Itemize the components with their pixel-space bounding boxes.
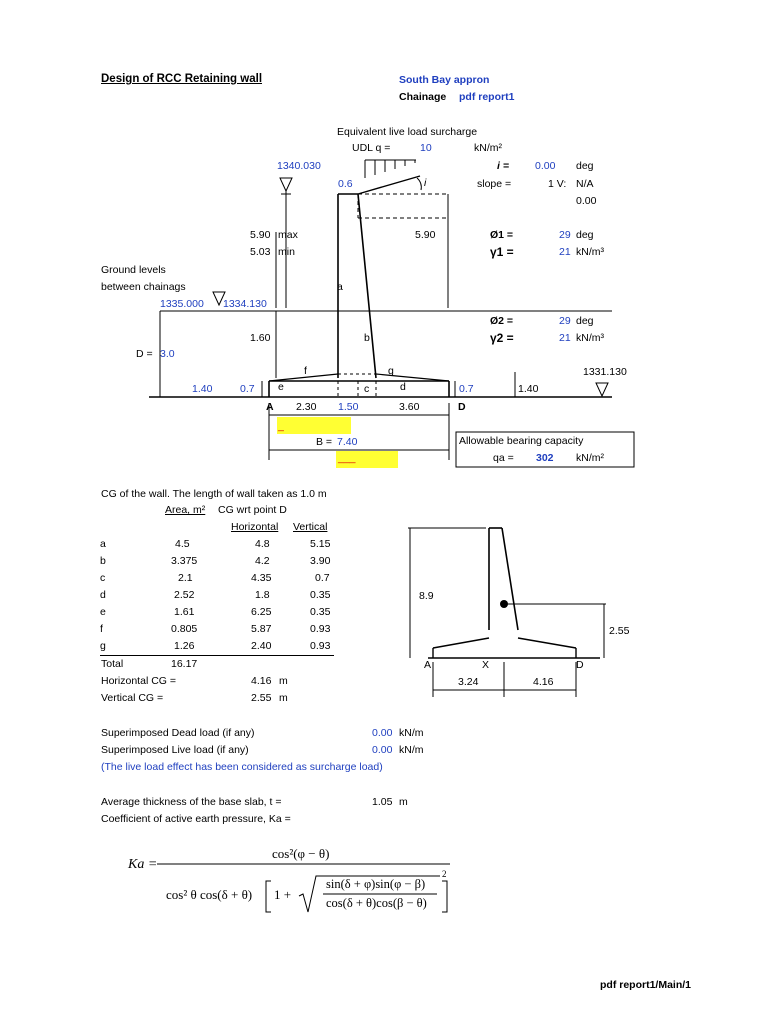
small-point-d: D [576, 659, 584, 671]
angle-i-symbol: i [424, 177, 427, 189]
min-label: min [278, 246, 295, 258]
small-point-a: A [424, 659, 432, 671]
label-c: c [364, 383, 370, 395]
slab-thickness-label: Average thickness of the base slab, t = [101, 796, 282, 808]
row-h: 4.2 [255, 555, 270, 567]
label-f: f [304, 365, 307, 377]
formula-inner-den: cos(δ + θ)cos(β − θ) [326, 896, 427, 910]
project-name: South Bay appron [399, 74, 490, 86]
row-h: 4.8 [255, 538, 270, 550]
right-level: 1331.130 [583, 366, 627, 378]
load-note: (The live load effect has been considered as surcharge load) [101, 761, 383, 773]
row-label: a [100, 538, 106, 550]
gamma2-unit: kN/m³ [576, 332, 604, 344]
i-value: 0.00 [535, 160, 556, 172]
hcg-value: 4.16 [251, 675, 272, 687]
table-row [100, 589, 360, 605]
row-h: 6.25 [251, 606, 272, 618]
height-max: 5.90 [250, 229, 271, 241]
live-load-label: Superimposed Live load (if any) [101, 744, 249, 756]
label-a: a [337, 281, 343, 293]
table-row [100, 538, 360, 554]
row-label: f [100, 623, 103, 635]
formula-inner-num: sin(δ + φ)sin(φ − β) [326, 877, 426, 891]
row-area: 1.26 [174, 640, 195, 652]
dead-load-label: Superimposed Dead load (if any) [101, 727, 255, 739]
chainage-value: pdf report1 [459, 91, 515, 103]
i-label: i = [497, 160, 509, 172]
row-v: 0.93 [310, 623, 331, 635]
dim-heel: 2.30 [296, 401, 317, 413]
gl-left-2: 1334.130 [223, 298, 267, 310]
cg-point-icon [500, 600, 508, 608]
udl-value: 10 [420, 142, 432, 154]
total-divider [100, 655, 334, 656]
height-right: 5.90 [415, 229, 436, 241]
row-label: b [100, 555, 106, 567]
row-area: 2.52 [174, 589, 195, 601]
right-depth: 1.40 [518, 383, 539, 395]
slab-thickness-unit: m [399, 796, 408, 808]
row-h: 1.8 [255, 589, 270, 601]
slope-label: slope = [477, 178, 512, 190]
total-area: 16.17 [171, 658, 198, 670]
udl-label: UDL q = [352, 142, 391, 154]
surcharge-title: Equivalent live load surcharge [337, 126, 478, 138]
hcg-label: Horizontal CG = [101, 675, 176, 687]
small-dim-left: 3.24 [458, 676, 479, 688]
row-label: c [100, 572, 106, 584]
row-v: 0.7 [315, 572, 330, 584]
row-area: 0.805 [171, 623, 198, 635]
qa-value: 302 [536, 452, 554, 464]
row-area: 3.375 [171, 555, 198, 567]
small-height: 8.9 [419, 590, 434, 602]
phi2-value: 29 [559, 315, 571, 327]
level-marker-icon [280, 178, 292, 191]
phi2-unit: deg [576, 315, 594, 327]
point-a: A [266, 401, 274, 413]
slope-value: 1 V: [548, 178, 567, 190]
bearing-title: Allowable bearing capacity [459, 435, 584, 447]
label-e: e [278, 381, 284, 393]
col-vertical: Vertical [293, 521, 328, 533]
row-area: 1.61 [174, 606, 195, 618]
table-row [100, 640, 360, 656]
col-cg: CG wrt point D [218, 504, 287, 516]
formula-one-plus: 1 + [274, 887, 292, 902]
row-area: 4.5 [175, 538, 190, 550]
yellow-mark-1: _ [278, 420, 284, 432]
table-row [100, 572, 360, 588]
depth-value: 3.0 [160, 348, 175, 360]
vcg-label: Vertical CG = [101, 692, 164, 704]
left-toe-thk: 0.7 [240, 383, 255, 395]
embed-depth: 1.60 [250, 332, 271, 344]
slope-extra: 0.00 [576, 195, 597, 207]
left-heel: 1.40 [192, 383, 213, 395]
point-d: D [458, 401, 466, 413]
ground-levels-1: Ground levels [101, 264, 166, 276]
label-d: d [400, 381, 406, 393]
top-level: 1340.030 [277, 160, 321, 172]
formula-lhs: Ka = [128, 857, 158, 872]
slope-ratio: N/A [576, 178, 594, 190]
gamma1-label: γ1 = [490, 245, 514, 259]
right-level-icon [596, 383, 608, 396]
page-footer: pdf report1/Main/1 [600, 979, 692, 991]
row-h: 2.40 [251, 640, 272, 652]
height-min: 5.03 [250, 246, 271, 258]
label-b: b [364, 332, 370, 344]
highlight-box-1 [277, 417, 351, 434]
ground-levels-2: between chainags [101, 281, 186, 293]
table-row [100, 606, 360, 622]
row-h: 4.35 [251, 572, 272, 584]
max-label: max [278, 229, 298, 241]
page-title: Design of RCC Retaining wall [101, 73, 263, 85]
formula-numerator: cos²(φ − θ) [272, 846, 330, 861]
base-label: B = [316, 436, 333, 448]
row-h: 5.87 [251, 623, 272, 635]
i-unit: deg [576, 160, 594, 172]
gamma2-value: 21 [559, 332, 571, 344]
row-label: d [100, 589, 106, 601]
row-v: 0.35 [310, 589, 331, 601]
ka-label: Coefficient of active earth pressure, Ka = [101, 813, 291, 825]
yellow-mark-2: ___ [338, 452, 356, 464]
slab-thickness-value: 1.05 [372, 796, 393, 808]
dim-toe: 3.60 [399, 401, 420, 413]
table-row [100, 623, 360, 639]
hcg-unit: m [279, 675, 288, 687]
live-load-value: 0.00 [372, 744, 393, 756]
row-v: 5.15 [310, 538, 331, 550]
gl-left-1: 1335.000 [160, 298, 204, 310]
row-area: 2.1 [178, 572, 193, 584]
small-cg-height: 2.55 [609, 625, 630, 637]
phi1-unit: deg [576, 229, 594, 241]
total-label: Total [101, 658, 124, 670]
phi1-value: 29 [559, 229, 571, 241]
formula-power: 2 [442, 869, 447, 879]
col-horizontal: Horizontal [231, 521, 279, 533]
formula-denom-left: cos² θ cos(δ + θ) [166, 887, 253, 902]
chainage-label: Chainage [399, 91, 447, 103]
vcg-value: 2.55 [251, 692, 272, 704]
dim-stem: 1.50 [338, 401, 359, 413]
qa-unit: kN/m² [576, 452, 604, 464]
gamma1-unit: kN/m³ [576, 246, 604, 258]
gamma1-value: 21 [559, 246, 571, 258]
col-area: Area, m² [165, 504, 206, 516]
dead-load-value: 0.00 [372, 727, 393, 739]
label-g: g [388, 365, 394, 377]
vcg-unit: m [279, 692, 288, 704]
phi2-label: Ø2 = [490, 315, 514, 327]
small-point-x: X [482, 659, 490, 671]
table-row [100, 555, 360, 571]
cg-intro: CG of the wall. The length of wall taken as 1.0 m [101, 488, 327, 500]
row-label: e [100, 606, 106, 618]
row-v: 3.90 [310, 555, 331, 567]
gamma2-label: γ2 = [490, 331, 514, 345]
qa-label: qa = [493, 452, 514, 464]
stem-top-width: 0.6 [338, 178, 353, 190]
phi1-label: Ø1 = [490, 229, 514, 241]
small-dim-right: 4.16 [533, 676, 554, 688]
live-load-unit: kN/m [399, 744, 424, 756]
row-label: g [100, 640, 106, 652]
udl-unit: kN/m² [474, 142, 502, 154]
dead-load-unit: kN/m [399, 727, 424, 739]
base-value: 7.40 [337, 436, 358, 448]
row-v: 0.93 [310, 640, 331, 652]
right-toe-thk: 0.7 [459, 383, 474, 395]
row-v: 0.35 [310, 606, 331, 618]
depth-label: D = [136, 348, 153, 360]
